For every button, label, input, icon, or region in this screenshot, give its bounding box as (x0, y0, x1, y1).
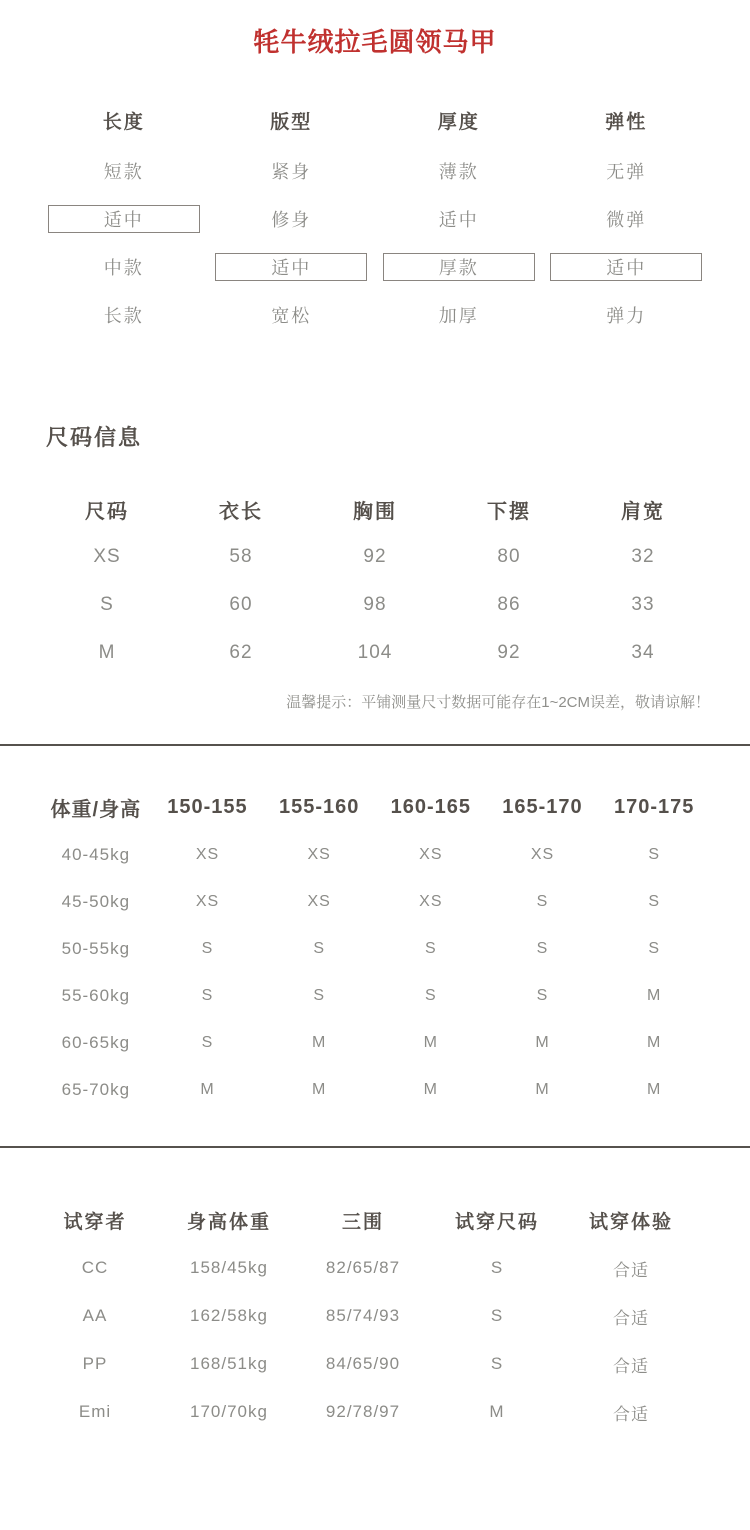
attribute-option-cell (375, 291, 543, 339)
product-attributes-section (40, 99, 710, 339)
table-cell: 92 (497, 642, 521, 663)
table-cell: AA (82, 1306, 108, 1325)
table-cell: 84/65/90 (325, 1354, 401, 1373)
table-cell: 92/78/97 (325, 1402, 401, 1421)
table-cell: XS (93, 546, 121, 567)
attribute-option-cell (543, 243, 711, 291)
table-cell: 合适 (613, 1404, 649, 1424)
column-header: 165-170 (502, 795, 583, 818)
table-cell: XS (195, 892, 220, 910)
column-header: 身高体重 (186, 1211, 271, 1233)
table-cell: M (489, 1402, 505, 1421)
column-header: 胸围 (353, 500, 397, 523)
table-cell: S (201, 986, 214, 1004)
table-cell: S (536, 892, 549, 910)
table-cell: M (535, 1080, 550, 1098)
table-cell: 合适 (613, 1308, 649, 1328)
attribute-column (208, 99, 376, 339)
attribute-column (543, 99, 711, 339)
table-cell: XS (307, 845, 331, 863)
attribute-option-label: 弹力 (606, 306, 647, 326)
attribute-option-label: 宽松 (271, 306, 312, 326)
table-cell: 92 (363, 546, 387, 567)
table-cell: 60 (229, 594, 253, 615)
table-cell: 55-60kg (61, 985, 131, 1005)
table-cell: 58 (229, 546, 253, 567)
table-cell: XS (419, 845, 443, 863)
table-row (40, 581, 710, 629)
table-cell: S (490, 1258, 504, 1277)
measurement-tolerance-note: 温馨提示：平铺测量尺寸数据可能存在1~2CM误差，敬请谅解！ (286, 694, 710, 711)
table-cell: 合适 (613, 1260, 649, 1280)
table-cell: 34 (631, 642, 655, 663)
table-cell: S (201, 1033, 214, 1051)
attribute-option-label: 适中 (438, 210, 479, 230)
attribute-option-cell (543, 147, 711, 195)
table-cell: XS (195, 845, 220, 863)
table-row (40, 925, 710, 972)
table-row (28, 1244, 698, 1292)
attribute-option-label: 短款 (103, 162, 144, 182)
table-cell: S (536, 939, 549, 957)
table-cell: 62 (229, 642, 253, 663)
table-row (40, 1066, 710, 1113)
attribute-option-cell (40, 291, 208, 339)
attribute-option-cell (40, 147, 208, 195)
attribute-option-cell (543, 291, 711, 339)
attribute-option-label: 修身 (271, 210, 312, 230)
attribute-column (40, 99, 208, 339)
column-header: 试穿尺码 (454, 1211, 539, 1233)
attribute-column (375, 99, 543, 339)
table-cell: 40-45kg (61, 844, 131, 864)
table-row (40, 831, 710, 878)
column-header: 试穿体验 (588, 1211, 673, 1233)
table-row (40, 533, 710, 581)
table-cell: 50-55kg (61, 938, 131, 958)
attribute-option-selected: 适中 (48, 205, 200, 233)
table-row (40, 878, 710, 925)
table-cell: M (646, 986, 662, 1004)
column-header: 肩宽 (621, 500, 665, 523)
table-cell: M (423, 1080, 438, 1098)
attribute-column-header: 厚度 (437, 112, 480, 133)
table-cell: XS (530, 845, 555, 863)
table-cell: S (424, 986, 437, 1004)
weight-height-size-table (40, 783, 710, 1113)
table-cell: PP (82, 1354, 108, 1373)
table-cell: 80 (497, 546, 521, 567)
attribute-option-cell (208, 243, 376, 291)
attribute-option-label: 薄款 (438, 162, 479, 182)
attribute-option-cell (543, 195, 711, 243)
attribute-column-header: 长度 (102, 112, 145, 133)
fit-tester-table (28, 1196, 698, 1436)
table-cell: S (313, 986, 325, 1004)
table-cell: XS (419, 892, 443, 910)
table-cell: 合适 (613, 1356, 649, 1376)
table-cell: M (646, 1080, 662, 1098)
table-cell: 45-50kg (61, 891, 131, 911)
table-row (40, 629, 710, 677)
column-header: 150-155 (167, 795, 248, 818)
table-cell: 170/70kg (190, 1402, 268, 1421)
table-cell: 33 (631, 594, 655, 615)
table-cell: S (648, 939, 660, 957)
column-header: 155-160 (278, 795, 360, 818)
column-header: 体重/身高 (50, 798, 142, 821)
table-cell: S (313, 939, 325, 957)
table-cell: 168/51kg (190, 1354, 268, 1373)
attribute-option-cell (208, 147, 376, 195)
table-cell: S (201, 939, 214, 957)
table-cell: M (423, 1033, 438, 1051)
attribute-option-label: 中款 (103, 258, 144, 278)
table-header-row (28, 1196, 698, 1244)
table-cell: 86 (497, 594, 521, 615)
attribute-option-selected: 适中 (550, 253, 702, 281)
table-cell: CC (81, 1258, 109, 1277)
attribute-option-selected: 适中 (215, 253, 367, 281)
table-cell: M (646, 1033, 662, 1051)
table-cell: 162/58kg (190, 1306, 268, 1325)
table-header-row (40, 783, 710, 831)
table-cell: S (648, 845, 660, 863)
table-cell: 104 (357, 642, 393, 663)
column-header: 160-165 (390, 795, 472, 818)
table-row (28, 1388, 698, 1436)
table-cell: S (100, 594, 114, 615)
attribute-option-label: 长款 (103, 306, 144, 326)
attribute-option-cell (40, 243, 208, 291)
table-cell: 65-70kg (61, 1079, 131, 1099)
column-header: 三围 (341, 1211, 384, 1233)
attribute-option-cell (375, 147, 543, 195)
table-cell: S (536, 986, 549, 1004)
table-cell: XS (307, 892, 331, 910)
table-cell: S (424, 939, 437, 957)
table-row (40, 1019, 710, 1066)
table-cell: 32 (631, 546, 655, 567)
attribute-option-label: 微弹 (606, 210, 647, 230)
column-header: 衣长 (219, 500, 263, 523)
table-header-row (40, 485, 710, 533)
table-cell: M (98, 642, 116, 663)
size-measurement-table (40, 485, 710, 677)
section-divider (0, 1146, 750, 1148)
column-header: 尺码 (85, 500, 129, 523)
table-cell: 85/74/93 (325, 1306, 401, 1325)
column-header: 170-175 (613, 795, 695, 818)
size-info-heading: 尺码信息 (46, 425, 143, 450)
attribute-option-cell (208, 291, 376, 339)
product-title: 牦牛绒拉毛圆领马甲 (253, 27, 497, 57)
column-header: 下摆 (487, 500, 531, 523)
section-divider (0, 744, 750, 746)
attribute-option-cell (40, 195, 208, 243)
attribute-column-header: 弹性 (605, 112, 648, 133)
attribute-option-cell (208, 195, 376, 243)
table-cell: 158/45kg (190, 1258, 268, 1277)
table-cell: M (311, 1080, 327, 1098)
attribute-column-header: 版型 (270, 112, 313, 133)
size-chart-page (0, 28, 750, 1436)
attribute-option-label: 无弹 (606, 162, 647, 182)
table-cell: S (490, 1354, 504, 1373)
attribute-option-label: 加厚 (438, 306, 479, 326)
attribute-option-cell (375, 243, 543, 291)
table-cell: 60-65kg (61, 1032, 131, 1052)
table-cell: M (535, 1033, 550, 1051)
table-row (40, 972, 710, 1019)
table-cell: 98 (363, 594, 387, 615)
attribute-option-selected: 厚款 (383, 253, 535, 281)
attribute-option-label: 紧身 (271, 162, 312, 182)
table-cell: S (648, 892, 660, 910)
table-cell: Emi (78, 1402, 112, 1421)
table-cell: M (200, 1080, 215, 1098)
table-row (28, 1292, 698, 1340)
table-cell: S (490, 1306, 504, 1325)
table-cell: 82/65/87 (325, 1258, 401, 1277)
attribute-option-cell (375, 195, 543, 243)
table-cell: M (311, 1033, 327, 1051)
column-header: 试穿者 (63, 1211, 127, 1233)
table-row (28, 1340, 698, 1388)
